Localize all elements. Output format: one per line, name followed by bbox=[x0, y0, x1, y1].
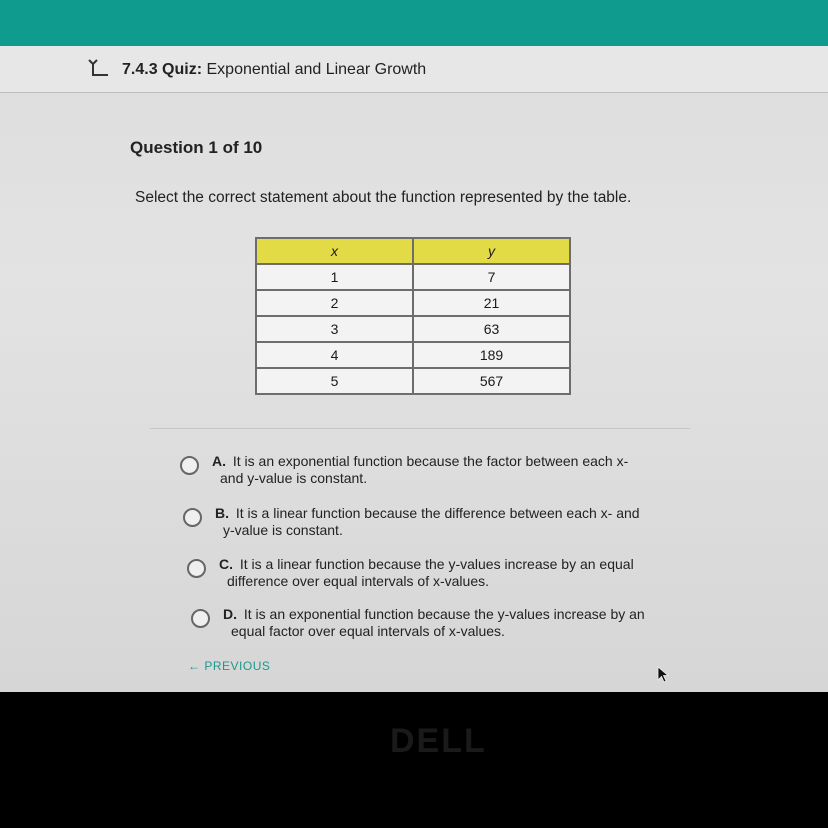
option-line-1: It is an exponential function because the y-values increase by an bbox=[243, 606, 645, 622]
turn-left-arrow-icon[interactable] bbox=[88, 58, 110, 80]
dell-logo: DELL bbox=[390, 722, 487, 760]
answer-option-text bbox=[215, 505, 655, 539]
quiz-header bbox=[0, 46, 828, 93]
table-header-row bbox=[256, 238, 570, 264]
column-header-y: y bbox=[413, 238, 570, 264]
option-line-2: difference over equal intervals of x-values. bbox=[227, 573, 489, 589]
table-cell: 63 bbox=[413, 316, 570, 342]
answer-option-c[interactable] bbox=[187, 556, 659, 590]
divider bbox=[150, 428, 690, 429]
option-line-2: y-value is constant. bbox=[223, 522, 343, 538]
top-bar bbox=[0, 0, 828, 46]
table-cell: 2 bbox=[256, 290, 413, 316]
arrow-left-icon: ← bbox=[188, 659, 201, 673]
answer-option-d[interactable] bbox=[191, 606, 663, 640]
quiz-number: 7.4.3 bbox=[122, 61, 158, 78]
radio-button-c[interactable] bbox=[187, 559, 206, 578]
quiz-name: Exponential and Linear Growth bbox=[206, 61, 427, 78]
answer-option-text bbox=[219, 556, 659, 590]
table-cell: 3 bbox=[256, 316, 413, 342]
option-line-1: It is a linear function because the difference between each x- and bbox=[235, 505, 640, 521]
table-cell: 567 bbox=[413, 368, 570, 394]
table-row bbox=[256, 264, 570, 290]
question-prompt: Select the correct statement about the function represented by the table. bbox=[135, 189, 632, 206]
table-cell: 4 bbox=[256, 342, 413, 368]
option-line-1: It is a linear function because the y-values increase by an equal bbox=[239, 556, 634, 572]
previous-label: PREVIOUS bbox=[204, 659, 271, 673]
table-cell: 21 bbox=[413, 290, 570, 316]
option-line-2: and y-value is constant. bbox=[220, 470, 368, 486]
quiz-title bbox=[122, 61, 426, 79]
previous-button[interactable] bbox=[188, 659, 270, 673]
option-letter: D. bbox=[223, 606, 237, 622]
answer-option-b[interactable] bbox=[183, 505, 655, 539]
option-letter: C. bbox=[219, 556, 233, 572]
answer-option-text bbox=[212, 453, 652, 487]
table-row bbox=[256, 368, 570, 394]
table-row bbox=[256, 290, 570, 316]
function-table bbox=[255, 237, 571, 395]
answer-option-text bbox=[223, 606, 663, 640]
question-counter: Question 1 of 10 bbox=[130, 138, 263, 157]
option-letter: A. bbox=[212, 453, 226, 469]
table-row bbox=[256, 316, 570, 342]
quiz-label: Quiz: bbox=[162, 61, 203, 78]
table-cell: 1 bbox=[256, 264, 413, 290]
radio-button-b[interactable] bbox=[183, 508, 202, 527]
option-line-1: It is an exponential function because the factor between each x- bbox=[232, 453, 629, 469]
table-cell: 5 bbox=[256, 368, 413, 394]
radio-button-d[interactable] bbox=[191, 609, 210, 628]
table-row bbox=[256, 342, 570, 368]
table-cell: 189 bbox=[413, 342, 570, 368]
table-cell: 7 bbox=[413, 264, 570, 290]
radio-button-a[interactable] bbox=[180, 456, 199, 475]
option-line-2: equal factor over equal intervals of x-values. bbox=[231, 623, 505, 639]
option-letter: B. bbox=[215, 505, 229, 521]
mouse-cursor-icon bbox=[657, 666, 671, 684]
answer-option-a[interactable] bbox=[180, 453, 652, 487]
column-header-x: x bbox=[256, 238, 413, 264]
